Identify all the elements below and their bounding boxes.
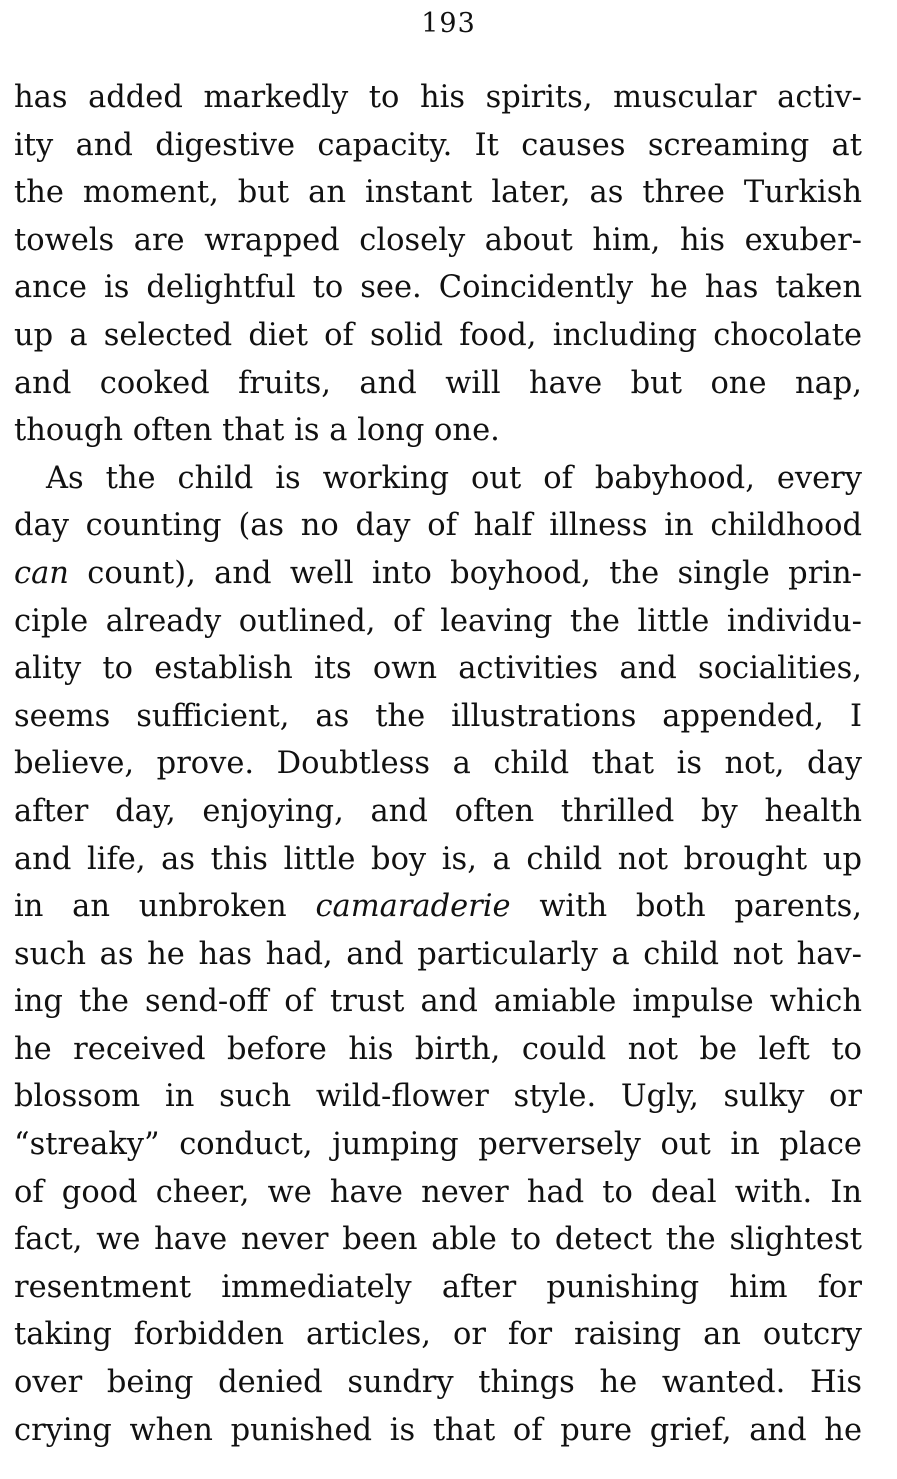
text-line <box>14 883 862 931</box>
text-segment: over being denied sundry things he wanted. His <box>14 1365 862 1401</box>
text-segment: As the child is working out of babyhood, every <box>46 460 862 496</box>
text-line <box>14 217 862 265</box>
text-segment: such as he has had, and particularly a child not hav- <box>14 936 862 972</box>
text-line <box>14 931 862 979</box>
text-segment: and life, as this little boy is, a child not brought up <box>14 841 862 877</box>
text-line <box>14 1407 862 1455</box>
text-line <box>14 693 862 741</box>
text-segment: crying when punished is that of pure grief, and he <box>14 1412 862 1448</box>
text-segment: ciple already outlined, of leaving the little individu- <box>14 603 862 639</box>
text-line <box>14 1026 862 1074</box>
text-line <box>14 740 862 788</box>
text-segment: the moment, but an instant later, as three Turkish <box>14 175 862 211</box>
text-segment: taking forbidden articles, or for raising an outcry <box>14 1317 862 1353</box>
text-segment: after day, enjoying, and often thrilled by health <box>14 793 862 829</box>
italic-text: can <box>14 555 69 591</box>
text-segment: ity and digestive capacity. It causes screaming at <box>14 127 862 163</box>
text-segment: believe, prove. Doubtless a child that is not, day <box>14 746 862 782</box>
text-line <box>14 1121 862 1169</box>
text-segment: blossom in such wild-flower style. Ugly, sulky or <box>14 1079 862 1115</box>
text-segment: up a selected diet of solid food, including chocolate <box>14 317 862 353</box>
text-segment: he received before his birth, could not be left to <box>14 1031 862 1067</box>
body-text <box>14 74 862 1454</box>
text-segment: has added markedly to his spirits, muscular activ- <box>14 80 862 115</box>
text-line <box>14 1311 862 1359</box>
text-segment: ance is delightful to see. Coincidently he has taken <box>14 270 862 306</box>
text-line <box>14 122 862 170</box>
page-number: 193 <box>421 8 476 39</box>
text-segment: of good cheer, we have never had to deal with. In <box>14 1174 862 1210</box>
paragraph <box>14 455 862 1454</box>
text-line <box>14 1264 862 1312</box>
text-line <box>14 74 862 122</box>
text-line <box>14 1216 862 1264</box>
text-line <box>14 550 862 598</box>
paragraph <box>14 74 862 455</box>
text-segment: and cooked fruits, and will have but one nap, <box>14 365 862 401</box>
text-segment: though often that is a long one. <box>14 413 500 449</box>
text-line <box>14 169 862 217</box>
text-line <box>14 1073 862 1121</box>
text-line <box>14 360 862 408</box>
text-segment: seems sufficient, as the illustrations appended, I <box>14 698 862 734</box>
text-line <box>14 788 862 836</box>
text-segment: count), and well into boyhood, the single prin- <box>68 555 862 591</box>
text-segment: towels are wrapped closely about him, his exuber- <box>14 222 862 258</box>
text-segment: day counting (as no day of half illness in childhood <box>14 508 862 544</box>
text-segment: with both parents, <box>510 889 862 925</box>
text-segment: fact, we have never been able to detect the slightest <box>14 1222 862 1258</box>
text-segment: resentment immediately after punishing him for <box>14 1269 862 1305</box>
text-line <box>14 598 862 646</box>
italic-text: camaraderie <box>315 889 511 925</box>
text-segment: in an unbroken <box>14 889 316 925</box>
text-segment: ality to establish its own activities and socialities, <box>14 651 862 687</box>
text-line <box>14 312 862 360</box>
text-line <box>14 407 862 455</box>
text-line <box>14 264 862 312</box>
text-segment: “streaky” conduct, jumping perversely out in place <box>14 1127 862 1163</box>
text-line <box>14 1359 862 1407</box>
text-segment: ing the send-off of trust and amiable impulse which <box>14 984 862 1020</box>
text-line <box>14 1169 862 1217</box>
text-line <box>14 502 862 550</box>
text-line <box>14 978 862 1026</box>
text-line <box>14 455 862 503</box>
text-line <box>14 836 862 884</box>
text-line <box>14 645 862 693</box>
